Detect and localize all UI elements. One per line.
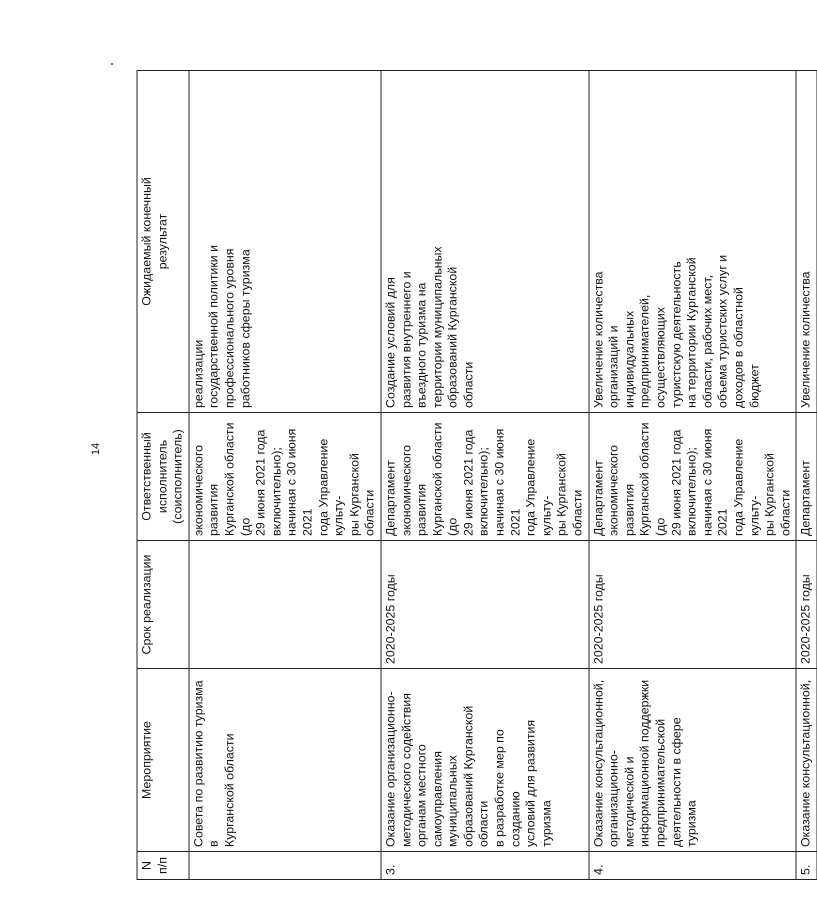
header-result: Ожидаемый конечный результат [137, 71, 189, 413]
cell-term [189, 541, 381, 669]
cell-executor: Департамент экономического развития Курганской области (до 29 июня 2021 года включительно); начиная с 30 июня 2021 года Управление культу- ры Курганской области [589, 413, 797, 541]
header-term: Срок реализации [137, 541, 189, 669]
cell-num [189, 852, 381, 880]
measures-table [137, 70, 817, 880]
cell-executor: экономического развития Курганской области (до 29 июня 2021 года включительно); начиная с 30 июня 2021 года Управление культу- ры Курганской области [189, 413, 381, 541]
page-number: 14 [90, 442, 102, 456]
table-row [589, 71, 797, 880]
cell-num: 5. [796, 852, 817, 880]
cell-num: 3. [381, 852, 589, 880]
cell-term: 2020-2025 годы [589, 541, 797, 669]
cell-event: Совета по развитию туризма в Курганской области [189, 669, 381, 852]
cell-event: Оказание организационно- методического содействия органам местного самоуправления муниципальных образований Курганской области в разработке мер по созданию условий для развития туризма [381, 669, 589, 852]
cell-event: Оказание консультационной, организационно-методической и информационной поддержки предпринимательской деятельности в сфере туризма [589, 669, 797, 852]
cell-num: 4. [589, 852, 797, 880]
cell-result: Создание условий для развития внутреннего и въездного туризма на территории муниципальных образований Курганской области [381, 71, 589, 413]
table-row [381, 71, 589, 880]
measures-table-rotated [137, 70, 813, 880]
cell-term: 2020-2025 годы [796, 541, 817, 669]
scan-speck [111, 63, 113, 65]
cell-executor: Департамент экономического развития Курганской области (до 29 июня 2021 года включительно); начиная с 30 июня 2021 года Управление культу- ры Курганской области [381, 413, 589, 541]
cell-event: Оказание консультационной, [796, 669, 817, 852]
header-num: N п/п [137, 852, 189, 880]
header-event: Мероприятие [137, 669, 189, 852]
header-executor: Ответственный исполнитель (соисполнитель) [137, 413, 189, 541]
cell-result: реализации государственной политики и профессионального уровня работников сферы туризма [189, 71, 381, 413]
table-row [796, 71, 817, 880]
cell-term: 2020-2025 годы [381, 541, 589, 669]
table-row [189, 71, 381, 880]
cell-result: Увеличение количества организаций и индивидуальных предпринимателей, осуществляющих туристскую деятельность на территории Курганской области, рабочих мест, объема туристских услуг и доходов в областной бюджет [589, 71, 797, 413]
cell-result: Увеличение количества [796, 71, 817, 413]
table-header-row [137, 71, 189, 880]
cell-executor: Департамент [796, 413, 817, 541]
